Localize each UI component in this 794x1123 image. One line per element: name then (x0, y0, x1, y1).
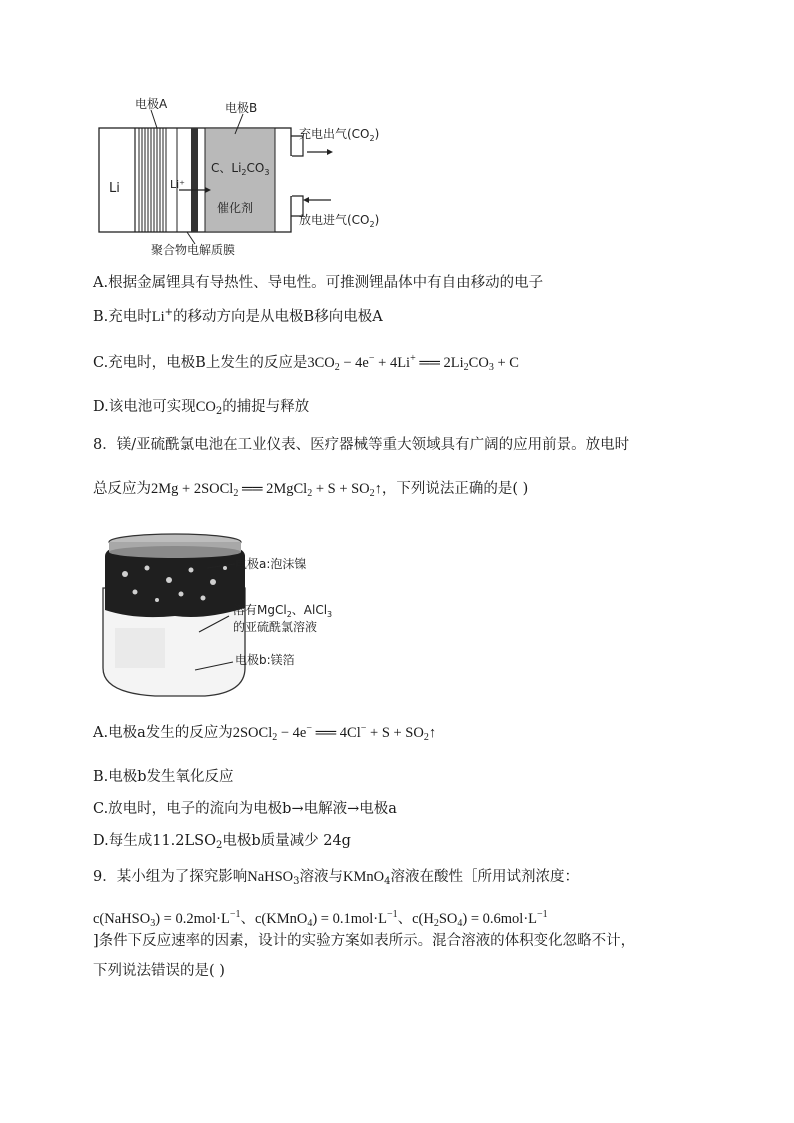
discharge-in-arrow (303, 197, 331, 203)
electrode-b-label: 电极B (225, 101, 258, 115)
battery-diagram (95, 96, 395, 261)
membrane-label: 聚合物电解质膜 (151, 243, 236, 257)
electrode-b-label: 电极b:镁箔 (235, 653, 295, 667)
q9-stem-line1: 9．某小组为了探究影响NaHSO$_3$溶液与KMnO$_4$溶液在酸性［所用试剂浓度： (93, 869, 579, 887)
cathode-label: C、$Li_2CO_3$ (211, 161, 270, 177)
q8-stem-line1: 8．镁/亚硫酰氯电池在工业仪表、医疗器械等重大领域具有广阔的应用前景。放电时 (93, 437, 630, 453)
mg-battery-photo (95, 528, 355, 708)
solution-label-line2: 的亚硫酰氯溶液 (233, 620, 318, 634)
li-label: Li (109, 181, 120, 196)
electrode-a-label: 电极a:泡沫镍 (235, 557, 307, 571)
catalyst-label: 催化剂 (217, 201, 254, 215)
q8-option-b: B.电极b发生氧化反应 (93, 769, 234, 785)
charge-out-label: 充电出气$(CO_2)$ (299, 127, 380, 143)
q8-option-a: A.电极a发生的反应为2SOCl$_2$ − 4e− ══ $4Cl^- + S + SO_2↑$ (93, 723, 437, 743)
q7-option-d: D.该电池可实现$CO_2$的捕捉与释放 (93, 399, 310, 417)
electrode-a-label: 电极A (135, 97, 168, 111)
q8-option-d: D.每生成$11.2LSO_2$电极b质量减少 24g (93, 833, 351, 851)
discharge-in-label: 放电进气$(CO_2)$ (299, 213, 380, 229)
q7-option-b: B.充电时Li+的移动方向是从电极B移向电极A (93, 307, 383, 325)
q8-stem-line2: 总反应为2Mg + 2SOCl$_2$ ══ 2MgCl$_2$ + $S + SO_2↑$，下列说法正确的是( ) (93, 481, 529, 499)
solution-label-line1: 溶有MgCl$_2$、AlCl$_3$ (233, 603, 333, 619)
q9-stem-line4: 下列说法错误的是( ) (93, 963, 225, 979)
q9-stem-line3: ]条件下反应速率的因素，设计的实验方案如表所示。混合溶液的体积变化忽略不计， (93, 933, 636, 949)
q9-concentrations: c(NaHSO$_3$) = $0.2mol\cdot L^{-1}$、c(KMnO$_4$) = $0.1mol\cdot L^{-1}$、$c(H_2SO_4) = 0.6mol\cdot L^{-1}$ (93, 909, 548, 929)
electrode-b (205, 128, 275, 232)
charge-out-arrow (307, 149, 333, 155)
q8-option-c: C.放电时，电子的流向为电极b→电解液→电极a (93, 801, 397, 817)
q7-option-a: A.根据金属锂具有导热性、导电性。可推测锂晶体中有自由移动的电子 (93, 275, 544, 291)
li-ion-label: Li⁺ (170, 178, 185, 191)
polymer-membrane (191, 128, 198, 232)
q7-option-c: C.充电时，电极B上发生的反应是$3CO_2 - 4e^- + 4Li^+$ ══ $2Li_2CO_3 + C$ (93, 353, 519, 373)
